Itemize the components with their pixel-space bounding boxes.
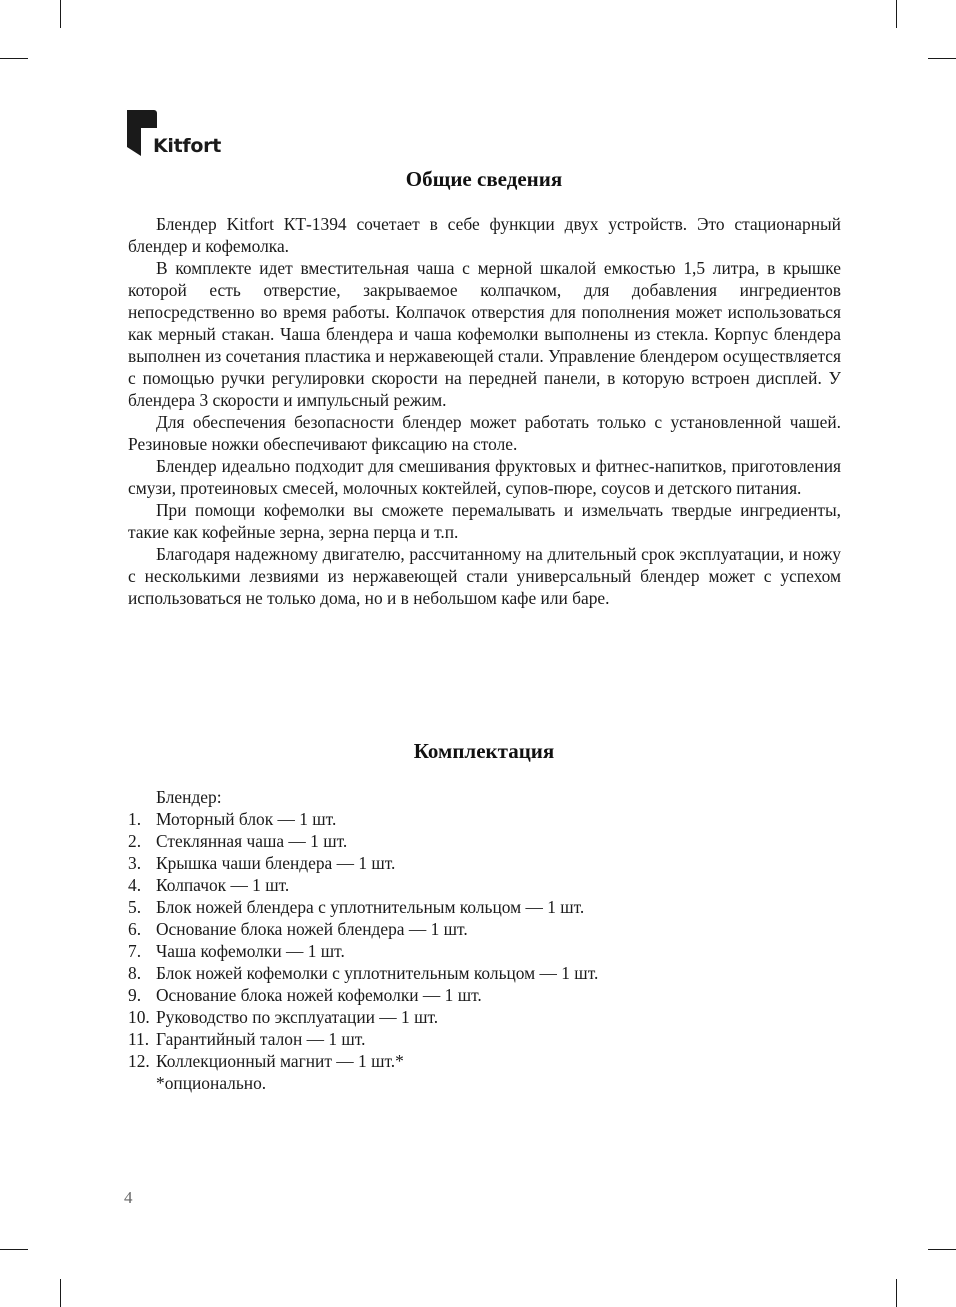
crop-mark [928,1249,956,1250]
section-title-package: Комплектация [413,739,555,763]
item-number: 7. [128,941,142,961]
item-text: Гарантийный талон — 1 шт. [156,1029,366,1049]
crop-mark [896,0,897,28]
item-text: Основание блока ножей кофемолки — 1 шт. [156,985,482,1005]
list-item [128,1050,841,1072]
item-text: Блок ножей кофемолки с уплотнительным кольцом — 1 шт. [156,963,599,983]
section-title-general: Общие сведения [405,167,563,191]
item-text: Моторный блок — 1 шт. [156,809,337,829]
crop-mark [896,1279,897,1307]
page-number: 4 [124,1188,133,1207]
item-text: Блок ножей блендера с уплотнительным кольцом — 1 шт. [156,897,585,917]
item-number: 12. [128,1051,150,1071]
crop-mark [0,58,28,59]
item-text: Руководство по эксплуатации — 1 шт. [156,1007,439,1027]
item-number: 3. [128,853,142,873]
list-item [128,830,841,852]
item-text: Чаша кофемолки — 1 шт. [156,941,345,961]
item-text: Стеклянная чаша — 1 шт. [156,831,348,851]
list-item [128,1006,841,1028]
list-item [128,896,841,918]
list-item [128,962,841,984]
brand-name: Kitfort [153,135,221,157]
list-item [128,1028,841,1050]
paragraph: Для обеспечения безопасности блендер может работать только с установленной чашей. Резиновые ножки обеспечивают фиксацию на столе. [128,412,841,454]
package-list [128,808,841,1072]
crop-mark [0,1249,28,1250]
item-number: 4. [128,875,142,895]
paragraph: Благодаря надежному двигателю, рассчитанному на длительный срок эксплуатации, и ножу с несколькими лезвиями из нержавеющей стали универсальный блендер может с успехом использоваться не только дома, но и в небольшом кафе или баре. [128,544,841,608]
list-item [128,940,841,962]
item-number: 2. [128,831,142,851]
list-item [128,984,841,1006]
item-number: 10. [128,1007,150,1027]
list-item [128,874,841,896]
item-text: Коллекционный магнит — 1 шт.* [156,1051,404,1071]
item-number: 9. [128,985,142,1005]
item-text: Крышка чаши блендера — 1 шт. [156,853,396,873]
item-number: 8. [128,963,142,983]
paragraph: Блендер Kitfort КТ-1394 сочетает в себе функции двух устройств. Это стационарный блендер и кофемолка. [128,214,841,256]
list-item [128,918,841,940]
item-number: 5. [128,897,142,917]
crop-mark [60,0,61,28]
list-item [128,808,841,830]
item-number: 1. [128,809,142,829]
paragraph: В комплекте идет вместительная чаша с мерной шкалой емкостью 1,5 литра, в крышке которой есть отверстие, закрываемое колпачком, для добавления ингредиентов непосредственно во время работы. Колпачок отверстия для пополнения может использоваться как мерный стакан. Чаша блендера и чаша кофемолки выполнены из стекла. Корпус блендера выполнен из сочетания пластика и нержавеющей стали. Управление блендером осуществляется с помощью ручки регулировки скорости на передней панели, в которую встроен дисплей. У блендера 3 скорости и импульсный режим. [128,258,841,410]
paragraph: При помощи кофемолки вы сможете перемалывать и измельчать твердые ингредиенты, такие как кофейные зерна, зерна перца и т.п. [128,500,841,542]
package-intro: Блендер: [156,787,222,807]
crop-mark [928,58,956,59]
footnote: *опционально. [156,1073,267,1093]
paragraph: Блендер идеально подходит для смешивания фруктовых и фитнес-напитков, приготовления смузи, протеиновых смесей, молочных коктейлей, супов-пюре, соусов и детского питания. [128,456,841,498]
item-number: 6. [128,919,142,939]
item-text: Колпачок — 1 шт. [156,875,290,895]
kitfort-logo [127,110,227,158]
general-info-body [128,213,841,609]
item-number: 11. [128,1029,150,1049]
item-text: Основание блока ножей блендера — 1 шт. [156,919,468,939]
list-item [128,852,841,874]
crop-mark [60,1279,61,1307]
package-contents [128,786,841,1094]
